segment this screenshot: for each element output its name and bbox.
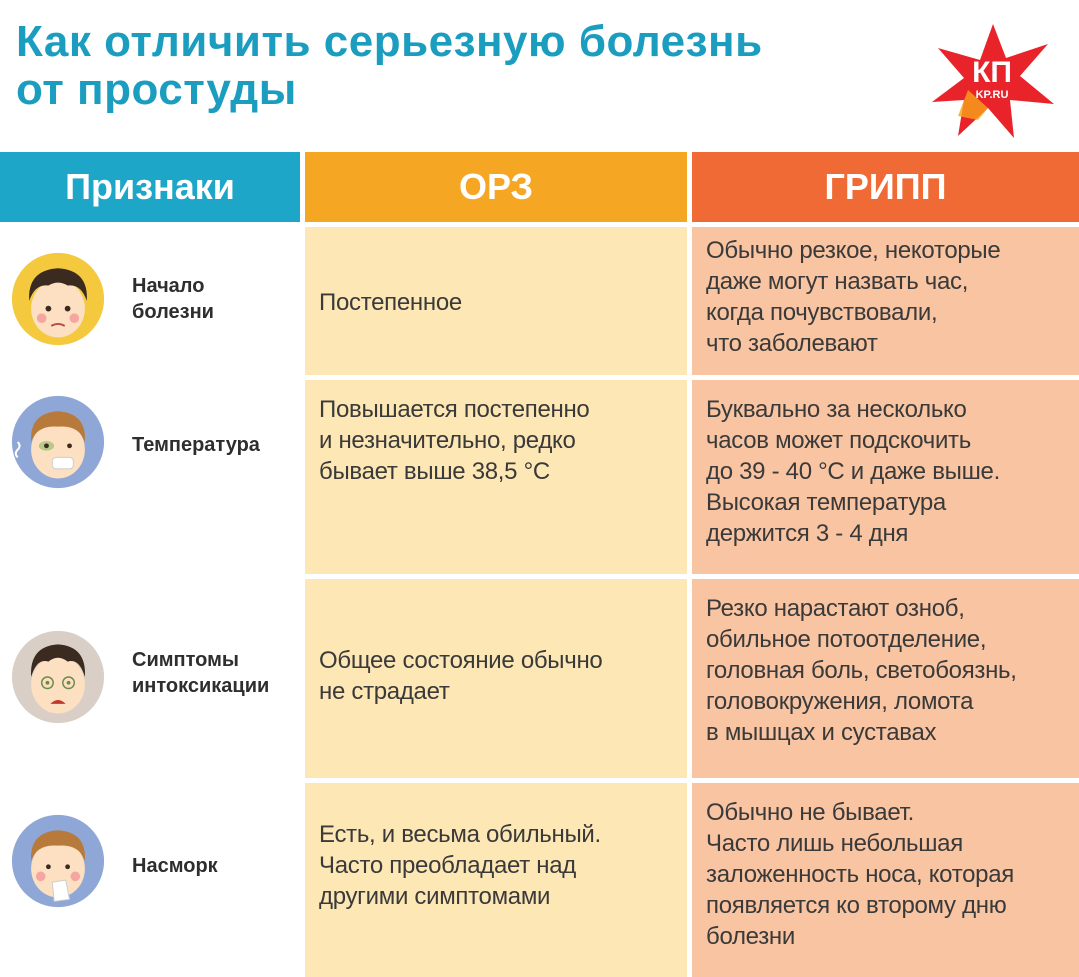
orz-cell: [305, 227, 687, 375]
page-title: [16, 18, 763, 114]
flu-line: болезни: [706, 923, 795, 950]
flu-line: в мышцах и суставах: [706, 719, 937, 746]
boy-with-runny-nose-icon: [10, 813, 106, 909]
flu-cell: [692, 380, 1079, 574]
flu-line: когда почувствовали,: [706, 299, 938, 326]
header-flu: [692, 152, 1079, 222]
logo-subtext: KP.RU: [975, 89, 1009, 101]
table-row: [0, 783, 1079, 977]
flu-line: Часто лишь небольшая: [706, 830, 963, 857]
flu-line: Буквально за несколько: [706, 396, 967, 423]
orz-cell: [305, 380, 687, 574]
flu-line: Высокая температура: [706, 489, 946, 516]
title-line-2: от простуды: [16, 65, 297, 114]
orz-line: Есть, и весьма обильный.: [319, 821, 601, 848]
flu-line: Обычно резкое, некоторые: [706, 237, 1001, 264]
signs-cell: [0, 227, 300, 375]
flu-line: головокружения, ломота: [706, 688, 974, 715]
header-signs: [0, 152, 300, 222]
header-orz-label: ОРЗ: [458, 166, 534, 207]
orz-line: Постепенное: [319, 289, 462, 316]
signs-cell: [0, 380, 300, 574]
orz-line: другими симптомами: [319, 883, 551, 910]
flu-cell: [692, 579, 1079, 778]
title-line-1: Как отличить серьезную болезнь: [16, 17, 763, 66]
header-flu-label: ГРИПП: [824, 166, 947, 207]
label-line: Начало: [132, 275, 205, 297]
flu-line: Обычно не бывает.: [706, 799, 914, 826]
table-row: [0, 227, 1079, 375]
orz-line: Повышается постепенно: [319, 396, 590, 423]
table-row: [0, 579, 1079, 778]
flu-line: появляется ко второму дню: [706, 892, 1007, 919]
flu-line: что заболевают: [706, 330, 878, 357]
kp-logo-icon: [928, 20, 1058, 140]
orz-line: и незначительно, редко: [319, 427, 576, 454]
orz-line: Общее состояние обычно: [319, 647, 603, 674]
table-row: [0, 380, 1079, 574]
orz-cell: [305, 579, 687, 778]
flu-line: даже могут назвать час,: [706, 268, 969, 295]
flu-line: обильное потоотделение,: [706, 626, 987, 653]
label-line: Симптомы: [132, 649, 239, 671]
header-orz: [305, 152, 687, 222]
flu-line: Резко нарастают озноб,: [706, 595, 965, 622]
signs-cell: [0, 579, 300, 778]
dizzy-boy-face-icon: [10, 629, 106, 725]
boy-with-thermometer-icon: [10, 394, 106, 490]
orz-line: Часто преобладает над: [319, 852, 577, 879]
orz-line: бывает выше 38,5 °С: [319, 458, 550, 485]
flu-line: головная боль, светобоязнь,: [706, 657, 1017, 684]
label-line: Насморк: [132, 855, 218, 877]
sick-boy-face-icon: [10, 251, 106, 347]
label-line: интоксикации: [132, 675, 270, 697]
flu-line: держится 3 - 4 дня: [706, 520, 909, 547]
flu-line: часов может подскочить: [706, 427, 971, 454]
label-line: Температура: [132, 434, 260, 456]
label-line: болезни: [132, 301, 214, 323]
orz-line: не страдает: [319, 678, 450, 705]
header-signs-label: Признаки: [65, 166, 235, 207]
orz-cell: [305, 783, 687, 977]
signs-cell: [0, 783, 300, 977]
logo-text: КП: [972, 56, 1012, 89]
flu-line: до 39 - 40 °С и даже выше.: [706, 458, 1000, 485]
flu-cell: [692, 227, 1079, 375]
flu-line: заложенность носа, которая: [706, 861, 1014, 888]
flu-cell: [692, 783, 1079, 977]
